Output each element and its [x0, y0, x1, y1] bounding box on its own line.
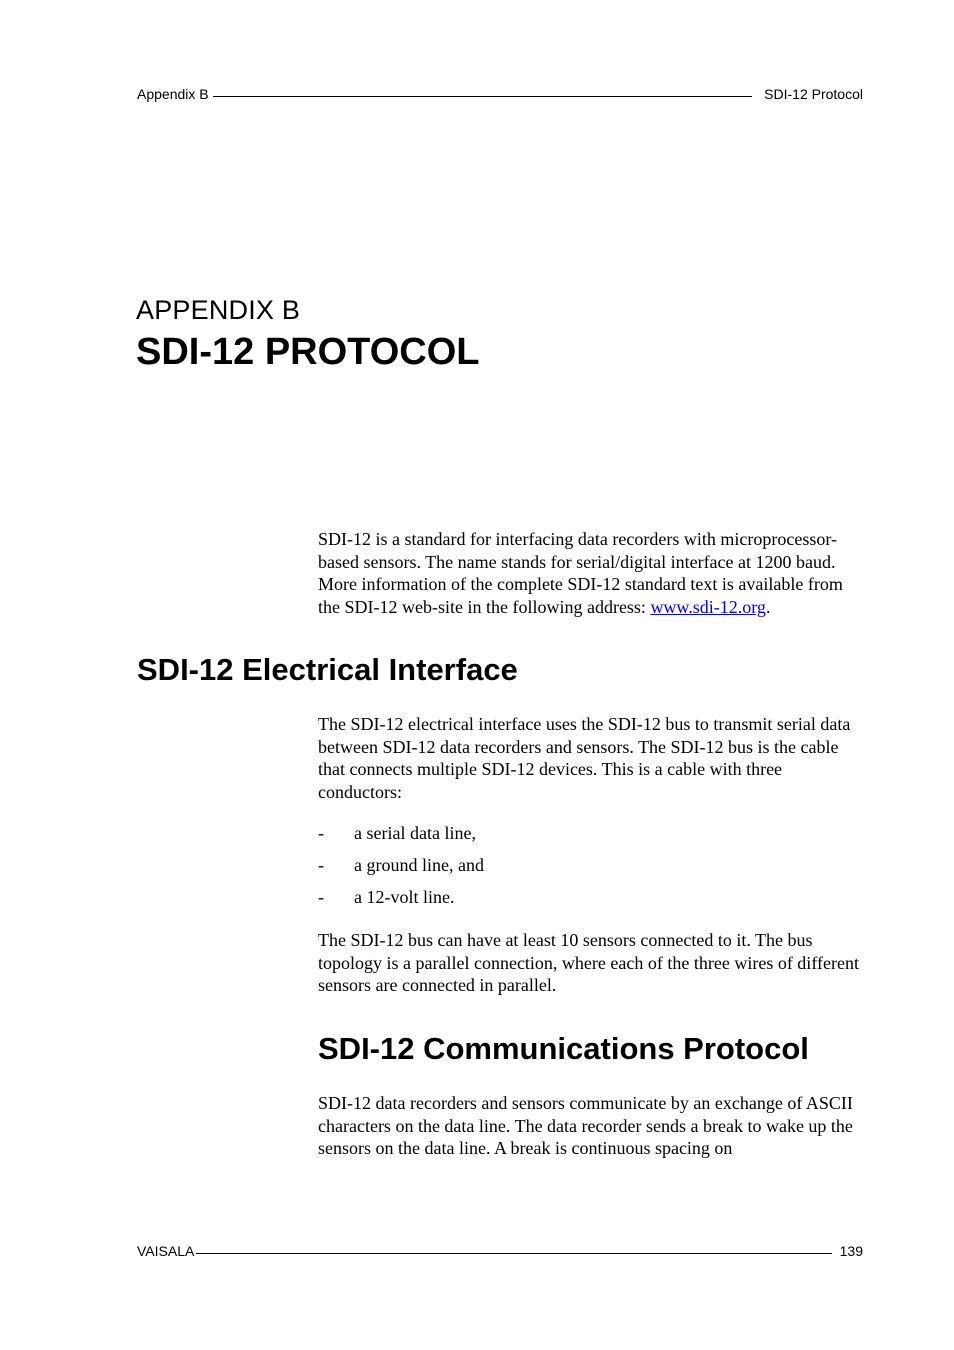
intro-paragraph	[318, 528, 868, 618]
list-item	[318, 823, 868, 855]
header-left: Appendix B	[137, 86, 209, 102]
chapter-title: SDI-12 PROTOCOL	[136, 331, 480, 373]
list-item-text: a serial data line,	[354, 823, 476, 843]
list-item-text: a ground line, and	[354, 855, 484, 875]
communications-paragraph-1: SDI-12 data recorders and sensors communicate by an exchange of ASCII characters on the data line. The data recorder sends a break to wake up the sensors on the data line. A break is continuous spacing on	[318, 1093, 853, 1158]
header-rule	[213, 96, 753, 97]
page-number: 139	[839, 1243, 863, 1259]
list-item	[318, 887, 868, 919]
electrical-paragraph-2: The SDI-12 bus can have at least 10 sensors connected to it. The bus topology is a parallel connection, where each of the three wires of different sensors are connected in parallel.	[318, 930, 859, 995]
header-right: SDI-12 Protocol	[764, 86, 863, 102]
footer-company: VAISALA	[137, 1243, 195, 1259]
bullet-marker: -	[318, 855, 324, 875]
section-heading-electrical: SDI-12 Electrical Interface	[137, 652, 518, 687]
intro-text-end: .	[765, 596, 771, 617]
list-item-text: a 12-volt line.	[354, 887, 455, 907]
footer-rule	[196, 1253, 831, 1254]
bullet-marker: -	[318, 887, 324, 907]
electrical-paragraph-1: The SDI-12 electrical interface uses the SDI-12 bus to transmit serial data between SDI-12 data recorders and sensors. The SDI-12 bus is the cable that connects multiple SDI-12 devices. This is a cable with three conductors:	[318, 714, 851, 802]
chapter-label: APPENDIX B	[136, 295, 301, 325]
intro-text: SDI-12 is a standard for interfacing data recorders with microprocessor-based sensors. The name stands for serial/digital interface at 1200 baud. More information of the complete SDI-12 standard text is available from the SDI-12 web-site in the following address:	[318, 529, 843, 617]
section-heading-communications: SDI-12 Communications Protocol	[318, 1031, 809, 1066]
conductor-list	[318, 823, 868, 919]
sdi12-website-link[interactable]: www.sdi-12.org	[650, 596, 766, 617]
list-item	[318, 855, 868, 887]
bullet-marker: -	[318, 823, 324, 843]
page-footer	[137, 1243, 863, 1259]
page-header	[137, 86, 863, 102]
